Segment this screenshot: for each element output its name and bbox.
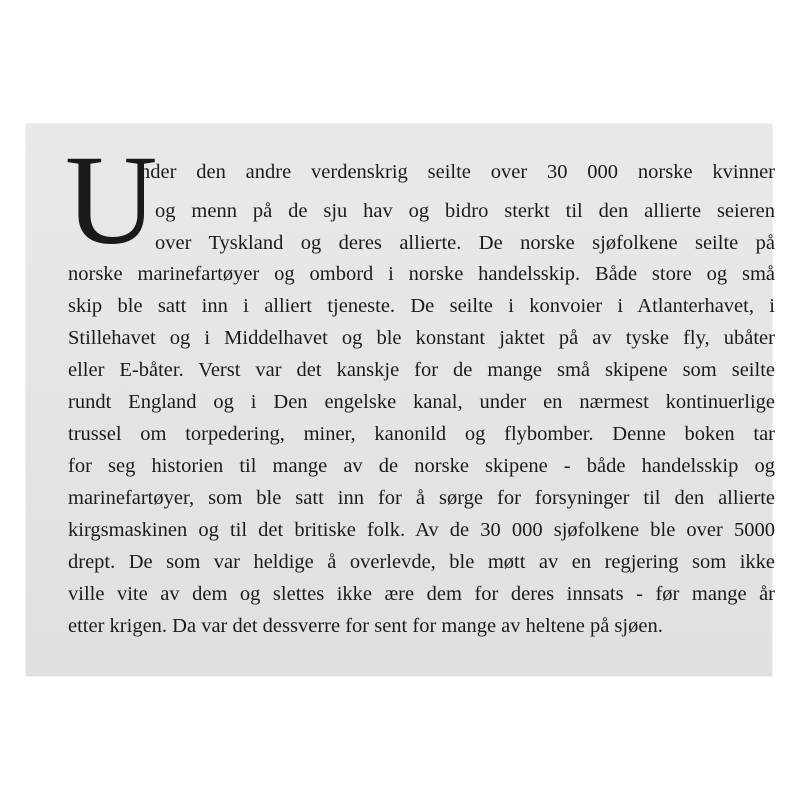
paragraph-line: marinefartøyer, som ble satt inn for å sørge for forsyninger til den allierte [68, 487, 775, 509]
paragraph-line: skip ble satt inn i alliert tjeneste. De seilte i konvoier i Atlanterhavet, i [68, 295, 775, 317]
paragraph-line: kirgsmaskinen og til det britiske folk. Av de 30 000 sjøfolkene ble over 5000 [68, 519, 775, 541]
paragraph-line: eller E-båter. Verst var det kanskje for de mange små skipene som seilte [68, 359, 775, 381]
paragraph-line: over Tyskland og deres allierte. De norske sjøfolkene seilte på [155, 232, 775, 254]
paragraph-line: ville vite av dem og slettes ikke ære dem for deres innsats - før mange år [68, 583, 775, 605]
paragraph-line: trussel om torpedering, miner, kanonild og flybomber. Denne boken tar [68, 423, 775, 445]
paragraph-line: etter krigen. Da var det dessverre for sent for mange av heltene på sjøen. [68, 615, 663, 637]
paragraph-line: drept. De som var heldige å overlevde, ble møtt av en regjering som ikke [68, 551, 775, 573]
paragraph-line: nder den andre verdenskrig seilte over 30 000 norske kvinner [140, 161, 775, 183]
paragraph-line: for seg historien til mange av de norske skipene - både handelsskip og [68, 455, 775, 477]
paragraph-line: rundt England og i Den engelske kanal, under en nærmest kontinuerlige [68, 391, 775, 413]
paragraph-line: norske marinefartøyer og ombord i norske handelsskip. Både store og små [68, 263, 775, 285]
paragraph-line: Stillehavet og i Middelhavet og ble konstant jaktet på av tyske fly, ubåter [68, 327, 775, 349]
paragraph-line: og menn på de sju hav og bidro sterkt til den allierte seieren [155, 200, 775, 222]
drop-cap-letter: U [65, 129, 158, 271]
